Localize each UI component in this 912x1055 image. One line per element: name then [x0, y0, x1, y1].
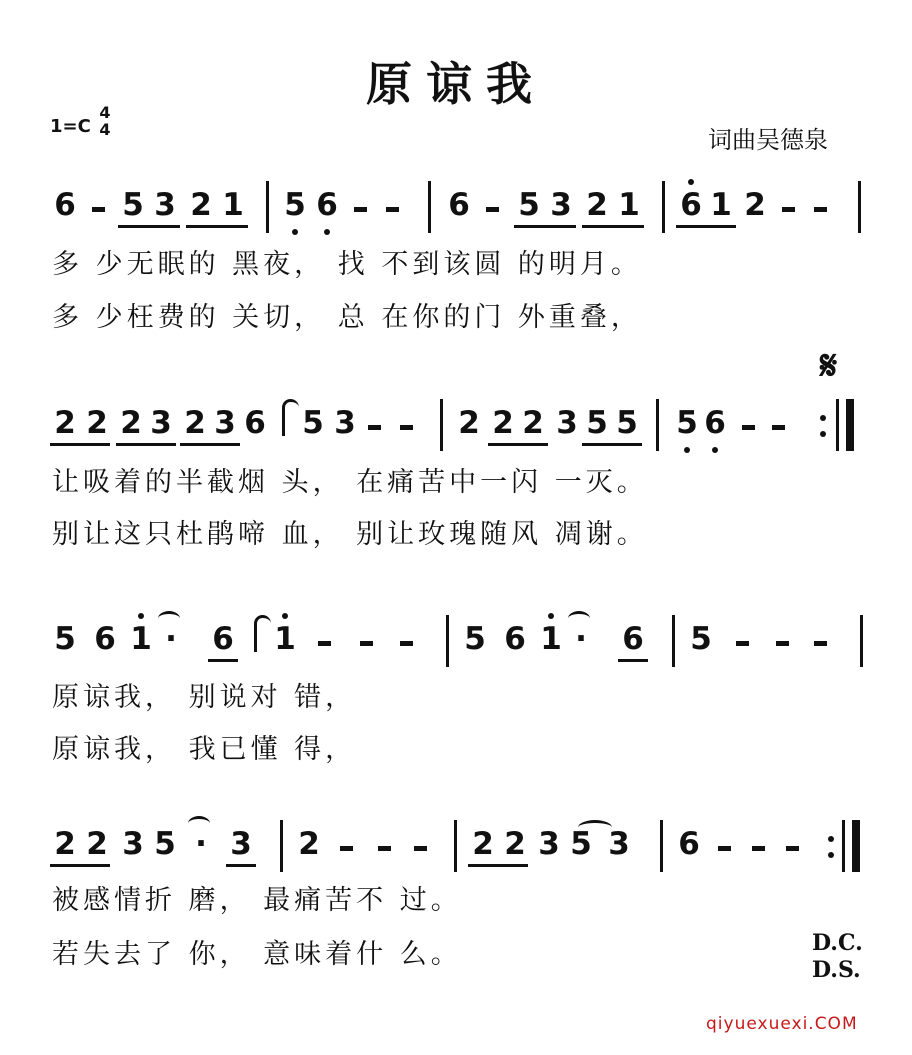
note: 1	[618, 187, 640, 223]
bar-line	[672, 615, 675, 667]
note: 2	[54, 405, 76, 441]
lyric-line-2: 原谅我， 我已懂 得，	[52, 734, 357, 765]
bar-line	[858, 181, 861, 233]
dash	[386, 207, 399, 212]
dash	[318, 641, 331, 646]
time-sig-top: 4	[99, 103, 111, 122]
dash	[354, 207, 367, 212]
author-credit: 词曲吴德泉	[708, 126, 828, 154]
dash	[786, 846, 799, 851]
thick-bar-line	[852, 820, 860, 872]
note: 6	[448, 187, 470, 223]
note: 2	[54, 826, 76, 862]
bar-line	[656, 399, 659, 451]
underline	[582, 225, 644, 228]
score-row-4	[0, 824, 912, 884]
underline	[468, 864, 528, 867]
note: 2	[744, 187, 766, 223]
dash	[814, 641, 827, 646]
note: 3	[550, 187, 572, 223]
dash	[718, 846, 731, 851]
note: 2	[504, 826, 526, 862]
low-dot	[292, 229, 298, 235]
underline	[50, 864, 110, 867]
note: 5	[284, 187, 306, 223]
dash	[378, 846, 391, 851]
breath-mark	[254, 615, 271, 652]
bar-line	[428, 181, 431, 233]
note: 3	[608, 826, 630, 862]
dash	[400, 641, 413, 646]
note: 5	[154, 826, 176, 862]
note: 2	[184, 405, 206, 441]
dash	[772, 425, 785, 430]
score-row-2	[0, 403, 912, 463]
low-dot	[712, 447, 718, 453]
time-sig-bottom: 4	[99, 120, 111, 139]
note: 5	[676, 405, 698, 441]
low-dot	[684, 447, 690, 453]
note: 3	[154, 187, 176, 223]
note: 3	[334, 405, 356, 441]
high-dot	[282, 613, 288, 619]
dash	[736, 641, 749, 646]
note: 5	[570, 826, 592, 862]
underline	[618, 659, 648, 662]
repeat-dot	[820, 431, 826, 437]
bar-line	[836, 399, 839, 451]
dash	[400, 425, 413, 430]
note: 2	[120, 405, 142, 441]
note: 5	[302, 405, 324, 441]
dash	[742, 425, 755, 430]
underline	[180, 443, 240, 446]
note: 6	[622, 621, 644, 657]
bar-line	[266, 181, 269, 233]
high-dot	[138, 613, 144, 619]
repeat-dot	[828, 852, 834, 858]
note: 3	[150, 405, 172, 441]
note: 1	[710, 187, 732, 223]
bar-line	[842, 820, 845, 872]
lyric-line-1: 原谅我， 别说对 错，	[52, 682, 357, 713]
low-dot	[324, 229, 330, 235]
underline	[208, 659, 238, 662]
underline	[118, 225, 180, 228]
note: 5	[616, 405, 638, 441]
note: 1	[222, 187, 244, 223]
note: 2	[86, 826, 108, 862]
note: 6	[54, 187, 76, 223]
note: 5	[54, 621, 76, 657]
key-signature: 1=C	[50, 116, 91, 137]
repeat-dot	[820, 415, 826, 421]
dash	[92, 207, 105, 212]
note: ·	[575, 621, 587, 657]
underline	[116, 443, 176, 446]
note: 3	[538, 826, 560, 862]
dc-mark: D.C.	[812, 930, 863, 956]
dash	[752, 846, 765, 851]
score-row-1	[0, 185, 912, 245]
note: ·	[195, 826, 207, 862]
lyric-line-1: 被感情折 磨， 最痛苦不 过。	[52, 885, 462, 916]
bar-line	[440, 399, 443, 451]
lyric-line-2: 多 少枉费的 关切， 总 在你的门 外重叠，	[52, 302, 642, 333]
note: 6	[704, 405, 726, 441]
watermark: qiyuexuexi.COM	[706, 1014, 858, 1034]
note: 3	[122, 826, 144, 862]
bar-line	[860, 615, 863, 667]
note: 2	[522, 405, 544, 441]
note: 6	[316, 187, 338, 223]
note: 2	[586, 187, 608, 223]
lyric-line-1: 让吸着的半截烟 头， 在痛苦中一闪 一灭。	[52, 467, 648, 498]
dash	[814, 207, 827, 212]
bar-line	[454, 820, 457, 872]
bar-line	[660, 820, 663, 872]
dash	[782, 207, 795, 212]
note: 5	[586, 405, 608, 441]
note: 3	[230, 826, 252, 862]
note: 6	[678, 826, 700, 862]
note: ·	[165, 621, 177, 657]
note: 1	[130, 621, 152, 657]
dash	[340, 846, 353, 851]
lyric-line-2: 别让这只杜鹃啼 血， 别让玫瑰随风 凋谢。	[52, 519, 648, 550]
note: 2	[86, 405, 108, 441]
note: 6	[212, 621, 234, 657]
underline	[488, 443, 548, 446]
note: 2	[458, 405, 480, 441]
segno-sign: 𝄋	[820, 342, 838, 389]
note: 5	[464, 621, 486, 657]
dash	[414, 846, 427, 851]
note: 6	[94, 621, 116, 657]
bar-line	[280, 820, 283, 872]
ds-mark: D.S.	[812, 957, 861, 983]
note: 1	[540, 621, 562, 657]
song-title: 原谅我	[366, 57, 546, 111]
note: 5	[690, 621, 712, 657]
underline	[514, 225, 576, 228]
note: 1	[274, 621, 296, 657]
thick-bar-line	[846, 399, 854, 451]
high-dot	[548, 613, 554, 619]
note: 2	[492, 405, 514, 441]
note: 5	[122, 187, 144, 223]
underline	[186, 225, 248, 228]
note: 3	[556, 405, 578, 441]
underline	[582, 443, 642, 446]
note: 6	[504, 621, 526, 657]
score-row-3	[0, 619, 912, 679]
note: 2	[190, 187, 212, 223]
dash	[368, 425, 381, 430]
dash	[486, 207, 499, 212]
note: 5	[518, 187, 540, 223]
breath-mark	[282, 399, 299, 436]
dash	[776, 641, 789, 646]
bar-line	[446, 615, 449, 667]
note: 6	[244, 405, 266, 441]
note: 3	[214, 405, 236, 441]
note: 2	[298, 826, 320, 862]
note: 6	[680, 187, 702, 223]
bar-line	[662, 181, 665, 233]
underline	[226, 864, 256, 867]
lyric-line-2: 若失去了 你， 意味着什 么。	[52, 939, 462, 970]
note: 2	[472, 826, 494, 862]
lyric-line-1: 多 少无眠的 黑夜， 找 不到该圆 的明月。	[52, 249, 642, 280]
underline	[676, 225, 736, 228]
dash	[360, 641, 373, 646]
underline	[50, 443, 110, 446]
repeat-dot	[828, 836, 834, 842]
high-dot	[688, 179, 694, 185]
time-signature	[98, 104, 112, 138]
